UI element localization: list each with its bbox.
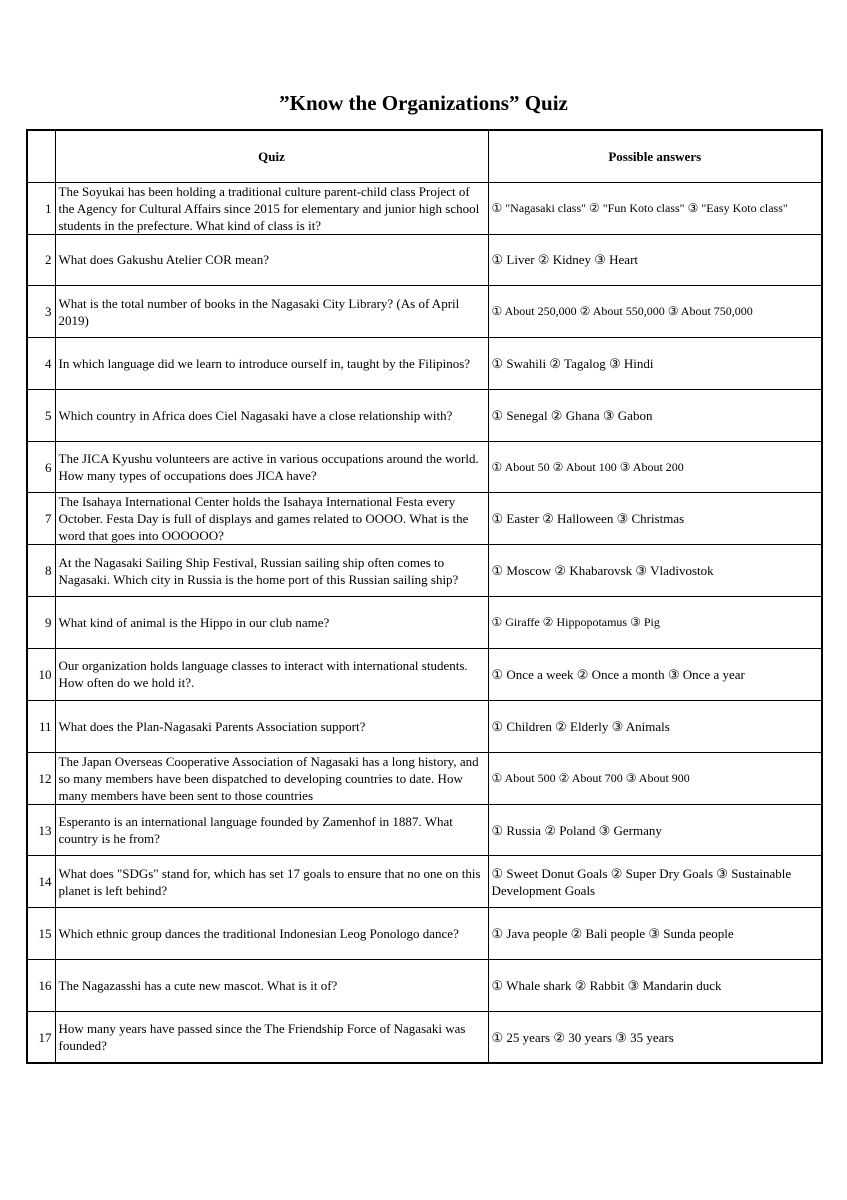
possible-answers: ① Easter ② Halloween ③ Christmas xyxy=(488,493,822,545)
possible-answers: ① Sweet Donut Goals ② Super Dry Goals ③ Sustainable Development Goals xyxy=(488,856,822,908)
quiz-table xyxy=(26,129,823,1064)
table-row xyxy=(27,389,822,441)
possible-answers: ① Once a week ② Once a month ③ Once a year xyxy=(488,649,822,701)
possible-answers: ① Java people ② Bali people ③ Sunda people xyxy=(488,908,822,960)
possible-answers: ① Giraffe ② Hippopotamus ③ Pig xyxy=(488,597,822,649)
table-row xyxy=(27,649,822,701)
question-text: The Soyukai has been holding a traditional culture parent-child class Project of the Agency for Cultural Affairs since 2015 for elementary and junior high school students in the prefecture. What kind of class is it? xyxy=(55,182,488,234)
column-header-quiz: Quiz xyxy=(55,130,488,182)
possible-answers: ① Russia ② Poland ③ Germany xyxy=(488,804,822,856)
question-text: In which language did we learn to introduce ourself in, taught by the Filipinos? xyxy=(55,338,488,390)
question-number: 10 xyxy=(27,649,55,701)
column-header-answers: Possible answers xyxy=(488,130,822,182)
table-row xyxy=(27,441,822,493)
table-row xyxy=(27,856,822,908)
question-text: What kind of animal is the Hippo in our club name? xyxy=(55,597,488,649)
table-row xyxy=(27,1011,822,1063)
table-row xyxy=(27,493,822,545)
table-row xyxy=(27,908,822,960)
question-number: 5 xyxy=(27,389,55,441)
possible-answers: ① "Nagasaki class" ② "Fun Koto class" ③ "Easy Koto class" xyxy=(488,182,822,234)
table-row xyxy=(27,182,822,234)
table-row xyxy=(27,597,822,649)
possible-answers: ① Liver ② Kidney ③ Heart xyxy=(488,234,822,286)
question-number: 16 xyxy=(27,960,55,1012)
possible-answers: ① Moscow ② Khabarovsk ③ Vladivostok xyxy=(488,545,822,597)
question-number: 12 xyxy=(27,752,55,804)
possible-answers: ① About 250,000 ② About 550,000 ③ About 750,000 xyxy=(488,286,822,338)
question-text: The Isahaya International Center holds the Isahaya International Festa every October. Festa Day is full of displays and games related to OOOO. What is the word that goes into OOOOOO? xyxy=(55,493,488,545)
question-text: The JICA Kyushu volunteers are active in various occupations around the world. How many types of occupations does JICA have? xyxy=(55,441,488,493)
question-text: What does "SDGs" stand for, which has set 17 goals to ensure that no one on this planet is left behind? xyxy=(55,856,488,908)
possible-answers: ① 25 years ② 30 years ③ 35 years xyxy=(488,1011,822,1063)
question-text: The Nagazasshi has a cute new mascot. What is it of? xyxy=(55,960,488,1012)
question-text: Which country in Africa does Ciel Nagasaki have a close relationship with? xyxy=(55,389,488,441)
question-number: 14 xyxy=(27,856,55,908)
page-title: ”Know the Organizations” Quiz xyxy=(279,91,568,115)
table-row xyxy=(27,700,822,752)
question-number: 7 xyxy=(27,493,55,545)
question-number: 4 xyxy=(27,338,55,390)
question-number: 6 xyxy=(27,441,55,493)
question-text: Our organization holds language classes to interact with international students. How often do we hold it?. xyxy=(55,649,488,701)
question-number: 15 xyxy=(27,908,55,960)
table-row xyxy=(27,338,822,390)
possible-answers: ① Whale shark ② Rabbit ③ Mandarin duck xyxy=(488,960,822,1012)
column-header-number xyxy=(27,130,55,182)
question-number: 11 xyxy=(27,700,55,752)
question-text: Esperanto is an international language founded by Zamenhof in 1887. What country is he from? xyxy=(55,804,488,856)
question-number: 2 xyxy=(27,234,55,286)
header-row xyxy=(27,130,822,182)
table-row xyxy=(27,960,822,1012)
question-text: What is the total number of books in the Nagasaki City Library? (As of April 2019) xyxy=(55,286,488,338)
question-number: 3 xyxy=(27,286,55,338)
possible-answers: ① About 50 ② About 100 ③ About 200 xyxy=(488,441,822,493)
possible-answers: ① Children ② Elderly ③ Animals xyxy=(488,700,822,752)
table-row xyxy=(27,804,822,856)
table-row xyxy=(27,286,822,338)
question-number: 1 xyxy=(27,182,55,234)
question-text: The Japan Overseas Cooperative Association of Nagasaki has a long history, and so many members have been dispatched to developing countries to date. How many members have been sent to those countries xyxy=(55,752,488,804)
question-number: 8 xyxy=(27,545,55,597)
question-text: Which ethnic group dances the traditional Indonesian Leog Ponologo dance? xyxy=(55,908,488,960)
table-row xyxy=(27,545,822,597)
question-text: How many years have passed since the The Friendship Force of Nagasaki was founded? xyxy=(55,1011,488,1063)
table-row xyxy=(27,752,822,804)
question-text: At the Nagasaki Sailing Ship Festival, Russian sailing ship often comes to Nagasaki. Which city in Russia is the home port of this Russian sailing ship? xyxy=(55,545,488,597)
question-number: 9 xyxy=(27,597,55,649)
possible-answers: ① Senegal ② Ghana ③ Gabon xyxy=(488,389,822,441)
question-number: 17 xyxy=(27,1011,55,1063)
possible-answers: ① Swahili ② Tagalog ③ Hindi xyxy=(488,338,822,390)
question-text: What does Gakushu Atelier COR mean? xyxy=(55,234,488,286)
question-number: 13 xyxy=(27,804,55,856)
possible-answers: ① About 500 ② About 700 ③ About 900 xyxy=(488,752,822,804)
question-text: What does the Plan-Nagasaki Parents Association support? xyxy=(55,700,488,752)
table-row xyxy=(27,234,822,286)
